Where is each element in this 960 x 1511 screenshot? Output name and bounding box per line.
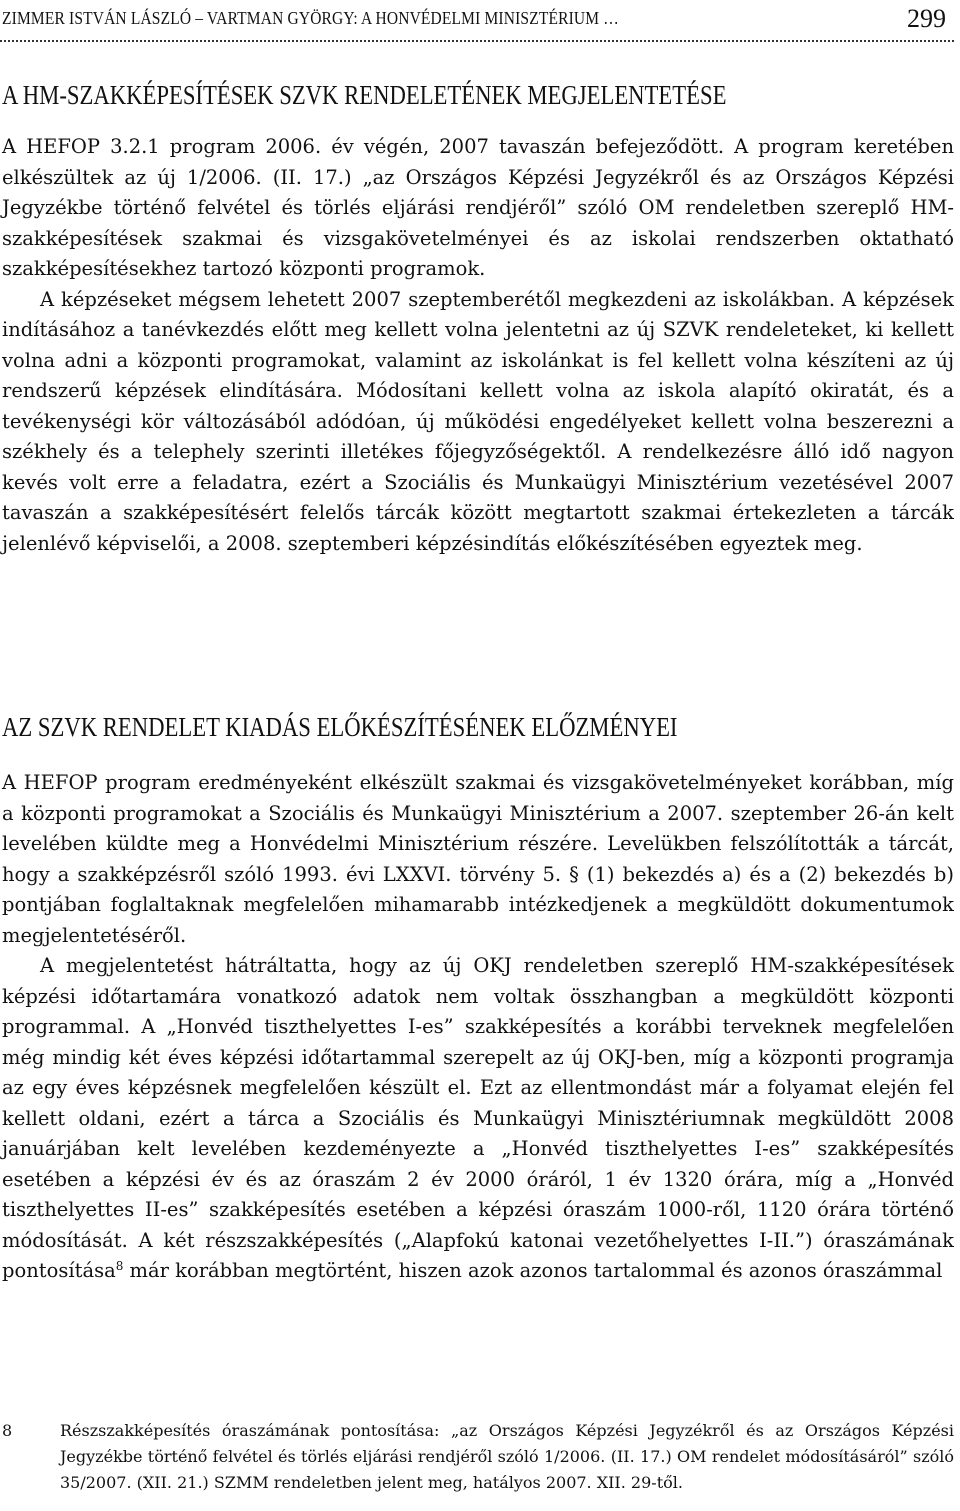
paragraph: A HEFOP program eredményeként elkészült szakmai és vizsgakövetelményeket korábban, míg a központi programokat a Szociális és Munkaügyi Minisztérium a 2007. szeptember 26-án kelt levelében küldte meg a Honvédelmi Minisztérium részére. Levelükben felszólították a tárcát, hogy a szakképzésről szóló 1993. évi LXXVI. törvény 5. § (1) bekezdés a) és a (2) bekezdés b) pontjában foglaltaknak megfelelően mihamarabb intézkedjenek a megküldött dokumentumok megjelentetéséről. bbox=[2, 771, 954, 947]
paragraph bbox=[2, 951, 954, 1287]
footnote-reference[interactable]: 8 bbox=[115, 1259, 124, 1273]
page-number: 299 bbox=[907, 4, 946, 33]
section-title-elozmenyek: AZ SZVK RENDELET KIADÁS ELŐKÉSZÍTÉSÉNEK ELŐZMÉNYEI bbox=[2, 712, 678, 742]
running-title: ZIMMER ISTVÁN LÁSZLÓ – VARTMAN GYÖRGY: A HONVÉDELMI MINISZTÉRIUM … bbox=[2, 8, 619, 28]
section-body-szvk-rendelet bbox=[2, 132, 954, 559]
footnote bbox=[2, 1418, 954, 1496]
running-header bbox=[0, 0, 954, 42]
section-title-szvk-rendelet: A HM-SZAKKÉPESÍTÉSEK SZVK RENDELETÉNEK MEGJELENTETÉSE bbox=[2, 80, 727, 110]
paragraph-text: már korábban megtörtént, hiszen azok azonos tartalommal és azonos óraszámmal bbox=[123, 1259, 943, 1282]
section-body-elozmenyek bbox=[2, 768, 954, 1287]
footnote-number: 8 bbox=[2, 1421, 13, 1440]
paragraph: A képzéseket mégsem lehetett 2007 szeptemberétől megkezdeni az iskolákban. A képzések indításához a tanévkezdés előtt meg kellett volna jelentetni az új SZVK rendeleteket, ki kellett volna adni a központi programokat, valamint az iskolánkat is fel kellett volna készíteni az új rendszerű képzések elindítására. Módosítani kellett volna az iskola alapító okiratát, és a tevékenységi kör változásából adódóan, új működési engedélyeket kellett volna beszerezni a székhely és a telephely szerinti illetékes főjegyzőségektől. A rendelkezésre álló idő nagyon kevés volt erre a feladatra, ezért a Szociális és Munkaügyi Minisztérium vezetésével 2007 tavaszán a szakképesítésért felelős tárcák között megtartott szakmai értekezleten a tárcák jelenlévő képviselői, a 2008. szeptemberi képzésindítás előkészítésében egyeztek meg. bbox=[2, 287, 954, 555]
footnote-text: Részszakképesítés óraszámának pontosítása: „az Országos Képzési Jegyzékről és az Országos Képzési Jegyzékbe történő felvétel és törlés eljárási rendjéről szóló 1/2006. (II. 17.) OM rendelet módosításáról” szóló 35/2007. (XII. 21.) SZMM rendeletben jelent meg, hatályos 2007. XII. 29-től. bbox=[60, 1421, 954, 1492]
paragraph-text: A megjelentetést hátráltatta, hogy az új OKJ rendeletben szereplő HM-szakképesítések képzési időtartamára vonatkozó adatok nem voltak összhangban a megküldött központi programmal. A „Honvéd tiszthelyettes I-es” szakképesítés a korábbi terveknek megfelelően még mindig két éves képzési időtartammal szerepelt az új OKJ-ben, míg a központi programja az egy éves képzésnek megfelelően készült el. Ezt az ellentmondást már a folyamat elején fel kellett oldani, ezért a tárca a Szociális és Munkaügyi Minisztériumnak megküldött 2008 januárjában kelt levelében kezdeményezte a „Honvéd tiszthelyettes I-es” szakképesítés esetében a képzési év és az óraszám 2 év 2000 óráról, 1 év 1320 órára, míg a „Honvéd tiszthelyettes II-es” szakképesítés esetében a képzési óraszám 1000-ről, 1120 órára történő módosítását. A két részszakképesítés („Alapfokú katonai vezetőhelyettes I-II.”) óraszámának pontosítása bbox=[2, 954, 954, 1282]
paragraph: A HEFOP 3.2.1 program 2006. év végén, 2007 tavaszán befejeződött. A program keretében elkészültek az új 1/2006. (II. 17.) „az Országos Képzési Jegyzékről és az Országos Képzési Jegyzékbe történő felvétel és törlés eljárási rendjéről” szóló OM rendeletben szereplő HM-szakképesítések szakmai és vizsgakövetelményei és az iskolai rendszerben oktatható szakképesítésekhez tartozó központi programok. bbox=[2, 135, 954, 280]
